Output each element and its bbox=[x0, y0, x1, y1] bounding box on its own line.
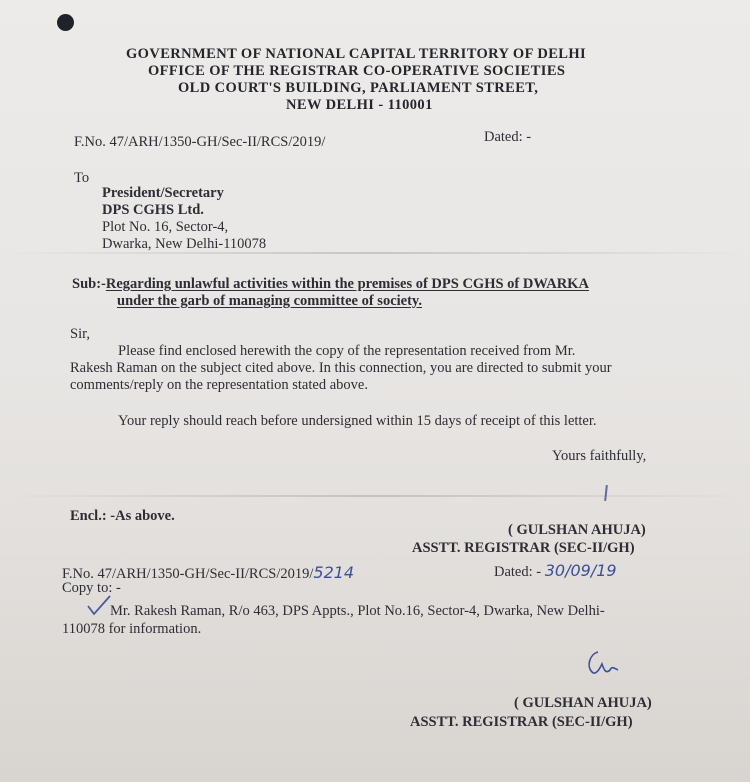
pen-mark bbox=[604, 485, 608, 501]
header-line-1: GOVERNMENT OF NATIONAL CAPITAL TERRITORY OF DELHI bbox=[126, 46, 587, 62]
enclosure: Encl.: -As above. bbox=[70, 508, 175, 524]
subject-line-2: under the garb of managing committee of society. bbox=[117, 293, 422, 309]
subject-prefix: Sub:- bbox=[72, 276, 106, 292]
copy-line-1: Mr. Rakesh Raman, R/o 463, DPS Appts., Plot No.16, Sector-4, Dwarka, New Delhi- bbox=[110, 603, 605, 619]
closing: Yours faithfully, bbox=[552, 448, 647, 464]
copy-date bbox=[494, 561, 617, 581]
subject-line-1 bbox=[72, 276, 589, 293]
recipient-line-1: President/Secretary bbox=[102, 185, 224, 201]
recipient-line-4: Dwarka, New Delhi-110078 bbox=[102, 236, 267, 252]
salutation: Sir, bbox=[70, 326, 90, 342]
signatory-2-title: ASSTT. REGISTRAR (SEC-II/GH) bbox=[410, 714, 633, 730]
body-p1-line-2: Rakesh Raman on the subject cited above. In this connection, you are directed to submit your bbox=[70, 360, 612, 376]
signature bbox=[584, 648, 624, 680]
header-line-2: OFFICE OF THE REGISTRAR CO-OPERATIVE SOCIETIES bbox=[148, 63, 566, 79]
copy-to-label: Copy to: - bbox=[62, 580, 121, 596]
signatory-name: ( GULSHAN AHUJA) bbox=[508, 522, 646, 538]
copy-line-2: 110078 for information. bbox=[62, 621, 202, 637]
file-number: F.No. 47/ARH/1350-GH/Sec-II/RCS/2019/ bbox=[74, 134, 326, 150]
copy-file-number-text: F.No. 47/ARH/1350-GH/Sec-II/RCS/2019/ bbox=[62, 566, 314, 582]
header-line-4: NEW DELHI - 110001 bbox=[286, 97, 433, 113]
body-p2: Your reply should reach before undersigned within 15 days of receipt of this letter. bbox=[118, 413, 597, 429]
body-p1-line-3: comments/reply on the representation stated above. bbox=[70, 377, 368, 393]
to-label: To bbox=[74, 170, 90, 186]
copy-dated-label: Dated: - bbox=[494, 564, 542, 580]
signatory-2-name: ( GULSHAN AHUJA) bbox=[514, 695, 652, 711]
dated-label: Dated: - bbox=[484, 129, 532, 145]
recipient-line-3: Plot No. 16, Sector-4, bbox=[102, 219, 229, 235]
punch-hole bbox=[57, 14, 74, 31]
header-line-3: OLD COURT'S BUILDING, PARLIAMENT STREET, bbox=[178, 80, 539, 96]
body-p1-line-1: Please find enclosed herewith the copy of the representation received from Mr. bbox=[118, 343, 576, 359]
signatory-title: ASSTT. REGISTRAR (SEC-II/GH) bbox=[412, 540, 635, 556]
recipient-line-2: DPS CGHS Ltd. bbox=[102, 202, 204, 218]
paper-fold bbox=[0, 495, 750, 497]
tick-mark bbox=[86, 594, 112, 616]
handwritten-date: 30/09/19 bbox=[544, 561, 617, 580]
handwritten-number: 5214 bbox=[313, 563, 355, 582]
subject-text-1: Regarding unlawful activities within the premises of DPS CGHS of DWARKA bbox=[105, 276, 589, 292]
